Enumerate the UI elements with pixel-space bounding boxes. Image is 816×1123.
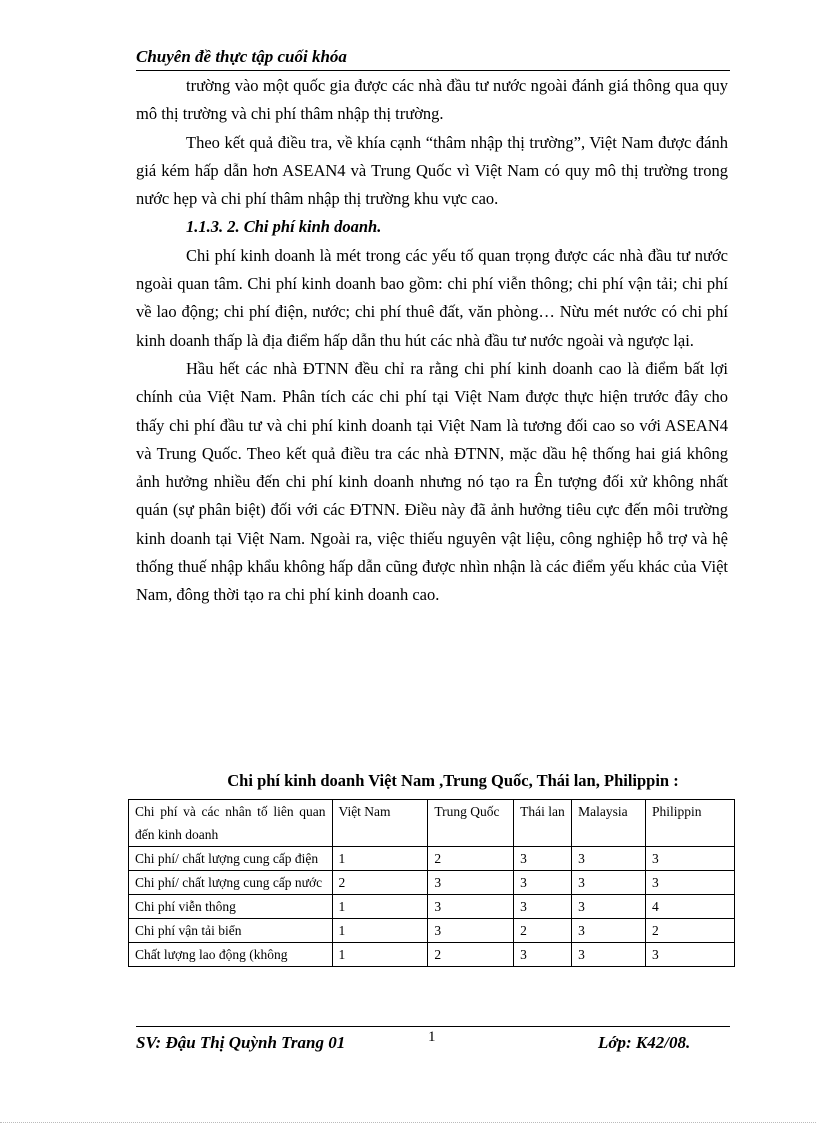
table-cell: 3 bbox=[428, 919, 514, 943]
table-cell: 4 bbox=[646, 895, 735, 919]
table-cell: 3 bbox=[572, 943, 646, 967]
page-header bbox=[136, 44, 730, 71]
table-cell: 1 bbox=[332, 943, 428, 967]
header-title: Chuyên đề thực tập cuối khóa bbox=[136, 47, 347, 66]
paragraph-1: trường vào một quốc gia được các nhà đầu tư nước ngoài đánh giá thông qua quy mô thị trường và chi phí thâm nhập thị trường. bbox=[136, 76, 728, 124]
table-cell: 3 bbox=[646, 943, 735, 967]
table-cell: 3 bbox=[514, 943, 572, 967]
header-cell-factor: Chi phí và các nhân tố liên quan đến kinh doanh bbox=[129, 800, 333, 847]
row-label: Chi phí viễn thông bbox=[129, 895, 333, 919]
table-row bbox=[129, 943, 735, 967]
table-cell: 2 bbox=[428, 943, 514, 967]
paragraph-3: Chi phí kinh doanh là mét trong các yếu tố quan trọng được các nhà đầu tư nước ngoài quan tâm. Chi phí kinh doanh bao gồm: chi phí viễn thông; chi phí vận tải; chi phí về lao động; chi phí điện, nước; chi phí thuê đất, văn phòng… Nừu mét nước có chi phí kinh doanh thấp là địa điểm hấp dẫn thu hút các nhà đầu tư nước ngoài và ngược lại. bbox=[136, 245, 728, 350]
table-row bbox=[129, 847, 735, 871]
table-cell: 1 bbox=[332, 919, 428, 943]
paragraph-2: Theo kết quả điều tra, về khía cạnh “thâm nhập thị trường”, Việt Nam được đánh giá kém hấp dẫn hơn ASEAN4 và Trung Quốc vì Việt Nam có quy mô thị trường trong nước hẹp và chi phí thâm nhập thị trường khu vực cao. bbox=[136, 132, 728, 209]
cost-table bbox=[128, 799, 735, 967]
table-cell: 2 bbox=[514, 919, 572, 943]
table-row bbox=[129, 895, 735, 919]
table-cell: 1 bbox=[332, 895, 428, 919]
table-cell: 3 bbox=[572, 847, 646, 871]
header-cell-china: Trung Quốc bbox=[428, 800, 514, 847]
table-row bbox=[129, 871, 735, 895]
table-cell: 3 bbox=[514, 871, 572, 895]
table-cell: 1 bbox=[332, 847, 428, 871]
table-cell: 3 bbox=[572, 919, 646, 943]
table-cell: 3 bbox=[428, 871, 514, 895]
table-cell: 3 bbox=[514, 847, 572, 871]
footer-student: SV: Đậu Thị Quỳnh Trang 01 bbox=[136, 1033, 346, 1052]
footer-class: Lớp: K42/08. bbox=[598, 1033, 691, 1052]
table-cell: 2 bbox=[332, 871, 428, 895]
row-label: Chi phí vận tải biển bbox=[129, 919, 333, 943]
section-heading: 1.1.3. 2. Chi phí kinh doanh. bbox=[186, 217, 382, 237]
table-cell: 3 bbox=[646, 847, 735, 871]
table-cell: 3 bbox=[572, 895, 646, 919]
page-number: 1 bbox=[428, 1029, 436, 1045]
table-header-row bbox=[129, 800, 735, 847]
row-label: Chi phí/ chất lượng cung cấp nước bbox=[129, 871, 333, 895]
table-cell: 2 bbox=[646, 919, 735, 943]
header-cell-thailand: Thái lan bbox=[514, 800, 572, 847]
header-cell-philippines: Philippin bbox=[646, 800, 735, 847]
table-cell: 3 bbox=[646, 871, 735, 895]
footer-divider bbox=[136, 1026, 730, 1027]
row-label: Chất lượng lao động (không bbox=[129, 943, 333, 967]
table-row bbox=[129, 919, 735, 943]
table-title: Chi phí kinh doanh Việt Nam ,Trung Quốc, Thái lan, Philippin : bbox=[227, 771, 679, 790]
body-text bbox=[136, 72, 728, 610]
table-cell: 2 bbox=[428, 847, 514, 871]
header-cell-vietnam: Việt Nam bbox=[332, 800, 428, 847]
paragraph-4: Hầu hết các nhà ĐTNN đều chỉ ra rằng chi phí kinh doanh cao là điểm bất lợi chính của Việt Nam. Phân tích các chi phí tại Việt Nam được thực hiện trước đây cho thấy chi phí đầu tư và chi phí kinh doanh tại Việt Nam là tương đối cao so với ASEAN4 và Trung Quốc. Theo kết quả điều tra các nhà ĐTNN, mặc dầu hệ thống hai giá không ảnh hưởng nhiều đến chi phí kinh doanh nhưng nó tạo ra Ên tượng đối xử không nhất quán (sự phân biệt) đối với các ĐTNN. Điều này đã ảnh hưởng tiêu cực đến môi trường kinh doanh tại Việt Nam. Ngoài ra, việc thiếu nguyên vật liệu, công nghiệp hỗ trợ và hệ thống thuế nhập khẩu không hấp dẫn cũng được nhìn nhận là các điểm yếu khác của Việt Nam, đông thời tạo ra chi phí kinh doanh cao. bbox=[136, 358, 728, 605]
row-label: Chi phí/ chất lượng cung cấp điện bbox=[129, 847, 333, 871]
table-cell: 3 bbox=[572, 871, 646, 895]
table-cell: 3 bbox=[514, 895, 572, 919]
header-cell-malaysia: Malaysia bbox=[572, 800, 646, 847]
table-cell: 3 bbox=[428, 895, 514, 919]
